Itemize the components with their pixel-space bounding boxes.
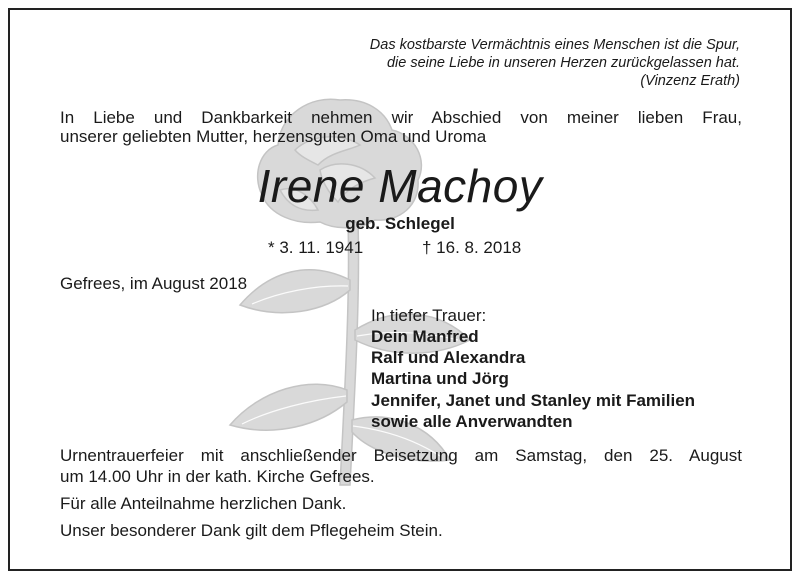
mourners-heading: In tiefer Trauer:	[371, 306, 487, 325]
maiden-name: geb. Schlegel	[345, 214, 455, 233]
mourner-name: Jennifer, Janet und Stanley mit Familien	[371, 391, 696, 410]
mourner-name: Dein Manfred	[371, 327, 479, 346]
death-date: † 16. 8. 2018	[422, 238, 522, 257]
service-line-2: um 14.00 Uhr in der kath. Kirche Gefrees.	[60, 467, 375, 486]
quote-line-2: die seine Liebe in unseren Herzen zurückgelassen hat.	[386, 55, 740, 71]
intro-line-2: unserer geliebten Mutter, herzensguten Oma und Uroma	[60, 127, 487, 146]
quote-author: (Vinzenz Erath)	[640, 73, 740, 89]
mourner-name: sowie alle Anverwandten	[371, 412, 573, 431]
birth-date: * 3. 11. 1941	[268, 238, 364, 257]
place-date: Gefrees, im August 2018	[60, 274, 248, 293]
service-line-1: Urnentrauerfeier mit anschließender Beisetzung am Samstag, den 25. August	[60, 446, 742, 465]
mourner-name: Martina und Jörg	[371, 369, 509, 388]
thanks-text: Für alle Anteilnahme herzlichen Dank.	[60, 494, 347, 513]
special-thanks-text: Unser besonderer Dank gilt dem Pflegeheim Stein.	[60, 521, 443, 540]
deceased-name: Irene Machoy	[257, 160, 543, 212]
quote-line-1: Das kostbarste Vermächtnis eines Menschen ist die Spur,	[369, 37, 740, 53]
intro-line-1: In Liebe und Dankbarkeit nehmen wir Abschied von meiner lieben Frau,	[60, 108, 742, 127]
mourner-name: Ralf und Alexandra	[371, 348, 526, 367]
